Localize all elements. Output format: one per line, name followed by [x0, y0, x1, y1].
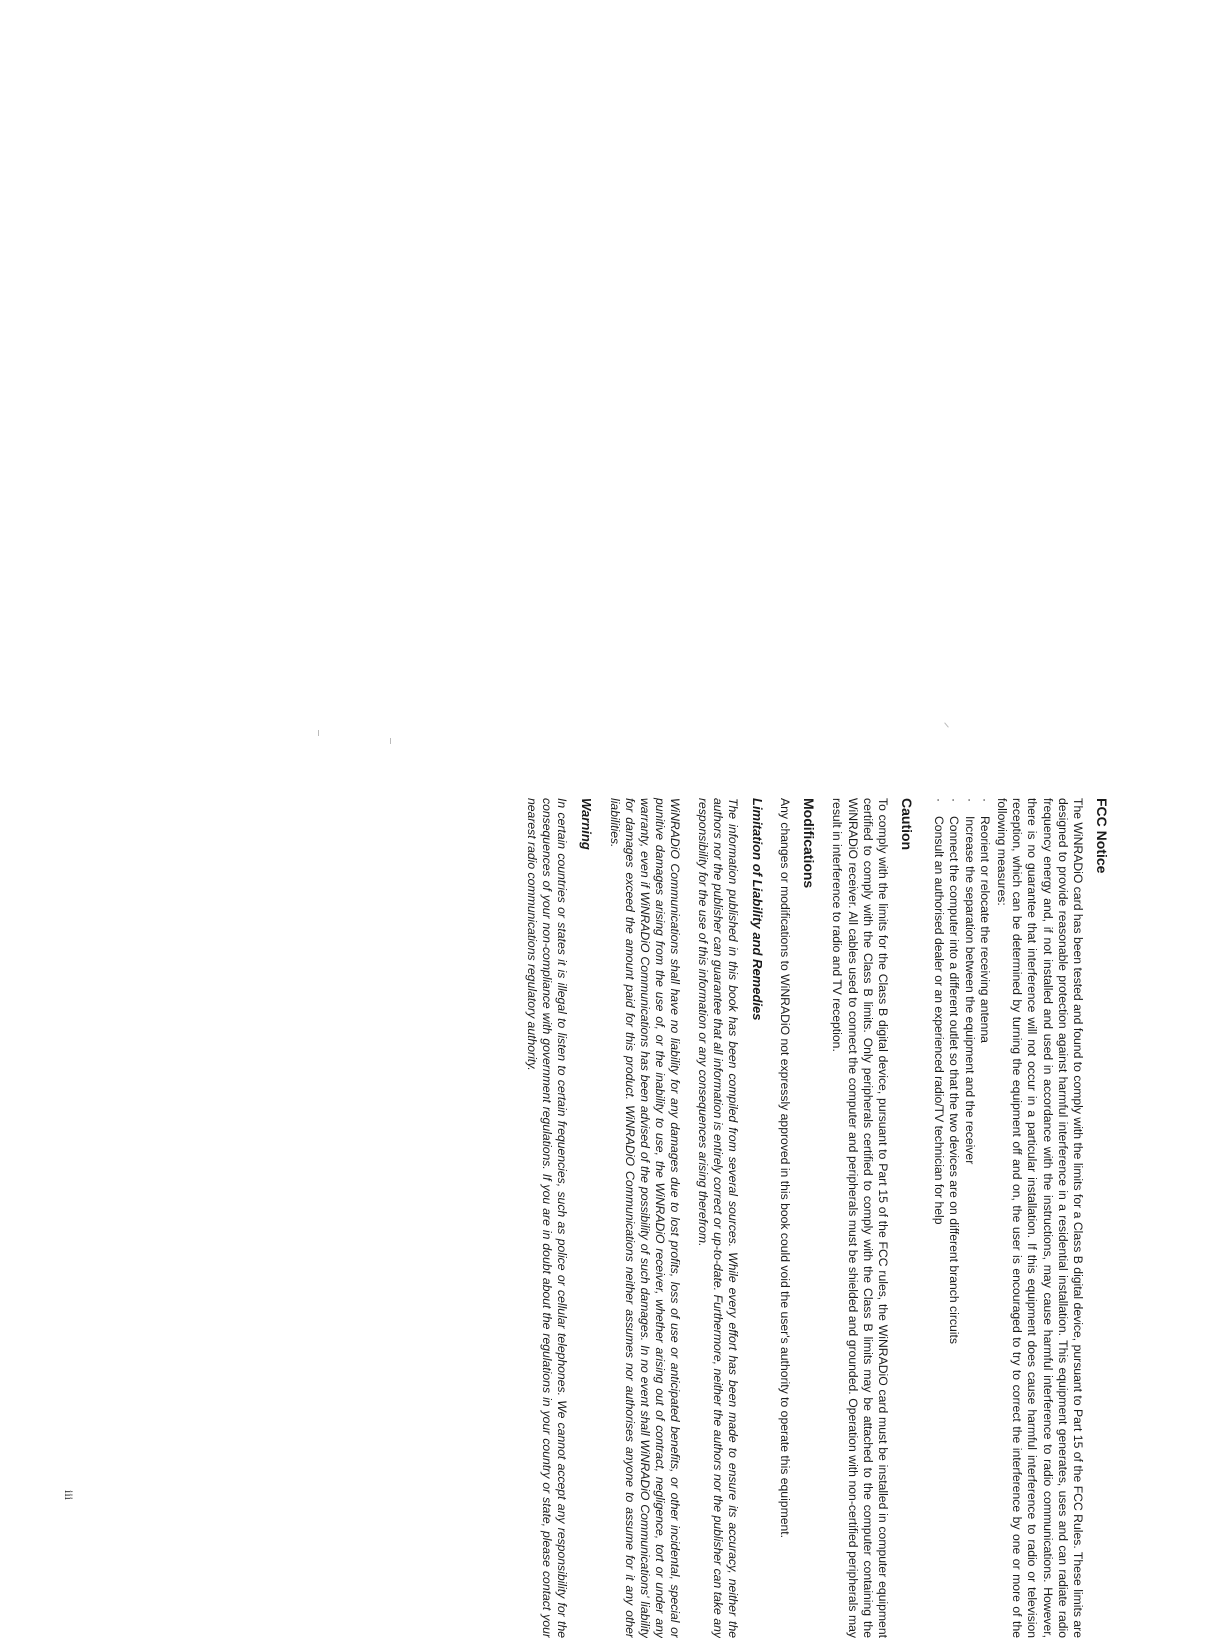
- warning-heading: Warning: [579, 798, 595, 850]
- caution-heading: Caution: [898, 798, 915, 851]
- measure-item: · Consult an authorised dealer or an experienced radio/TV technician for help: [931, 798, 946, 1638]
- liability-heading: Limitation of Liability and Remedies: [749, 798, 765, 1021]
- scan-mark: [944, 722, 949, 727]
- modifications-body: Any changes or modifications to WiNRADiO not expressly approved in this book could void the user's authority to operate this equipment.: [778, 798, 793, 1539]
- warning-section: [524, 798, 595, 1638]
- warning-body: In certain countries or states it is illegal to listen to certain frequencies, such as police or cellular telephones. We cannot accept any responsibility for the consequences of your non-compliance with government regulations. If you are in doubt about the regulations in your country or state, please contact your nearest radio communications regulatory authority.: [524, 798, 570, 1638]
- document-page-rotated: [210, 798, 1110, 1638]
- fcc-notice-body: The WiNRADiO card has been tested and found to comply with the limits for a Class B digital device, pursuant to Part 15 of the FCC Rules. These limits are designed to provide reasonable protection against harmful interference in a residential installation. This equipment generates, uses and can radiate radio frequency energy and, if not installed and used in accordance with the instructions, may cause harmful interference to radio communications. However, there is no guarantee that interference will not occur in a particular installation. If this equipment does cause harmful interference to radio or television reception, which can be determined by turning the equipment off and on, the user is encouraged to try to correct the interference by one or more of the following measures:: [994, 798, 1085, 1638]
- fcc-notice-heading: FCC Notice: [1094, 798, 1110, 874]
- modifications-section: [777, 798, 817, 1638]
- measure-item: · Reorient or relocate the receiving antenna: [977, 798, 992, 1638]
- measure-item: · Connect the computer into a different outlet so that the two devices are on different branch circuits: [946, 798, 961, 1638]
- liability-paragraph-2: WiNRADiO Communications shall have no liability for any damages due to lost profits, loss of use or anticipated benefits, or other incidental, special or punitive damages arising from the use of, or the inability to use, the WiNRADiO receiver, whether arising out of contract, negligence, tort or under any warranty, even if WiNRADiO Communications has been advised of the possibility of such damages. In no event shall WiNRADiO Communications' liability for damages exceed the amount paid for this product. WiNRADiO Communications neither assumes nor authorises anyone to assume for it any other liabilities.: [607, 798, 683, 1638]
- caution-section: [829, 798, 915, 1638]
- scan-mark: [390, 738, 391, 744]
- measures-list: [931, 798, 992, 1638]
- measure-item: · Increase the separation between the equipment and the receiver: [961, 798, 976, 1638]
- liability-paragraph-1: The information published in this book has been compiled from several sources. While every effort has been made to ensure its accuracy, neither the authors nor the publisher can guarantee that all information is entirely correct or up-to-date. Furthermore, neither the authors nor the publisher can take any responsibility for the use of this information or any consequences arising therefrom.: [695, 798, 740, 1638]
- scan-mark: [318, 730, 319, 736]
- fcc-notice-section: [931, 798, 1110, 1638]
- page-number: iii: [62, 1490, 76, 1501]
- modifications-heading: Modifications: [801, 798, 818, 889]
- liability-section: [606, 798, 765, 1638]
- caution-body: To comply with the limits for the Class B digital device, pursuant to Part 15 of the FCC rules, the WiNRADiO card must be installed in computer equipment certified to comply with the Class B limits. Only peripherals certified to comply with the Class B limits may be attached to the computer containing the WiNRADiO receiver. All cables used to connect the computer and peripherals must be shielded and grounded. Operation with non-certified peripherals may result in interference to radio and TV reception.: [830, 798, 890, 1638]
